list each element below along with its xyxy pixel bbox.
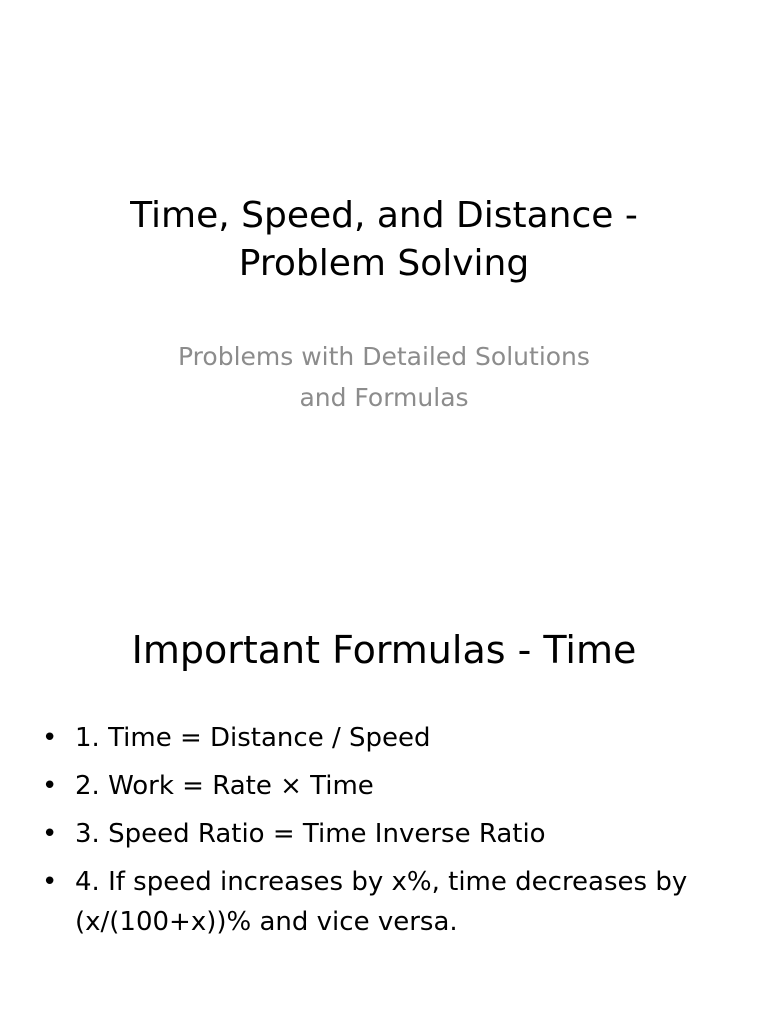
list-item-text: 2. Work = Rate × Time: [75, 771, 374, 801]
list-item: [40, 862, 730, 942]
slide-subtitle: [100, 336, 668, 418]
section-title: Important Formulas - Time: [131, 628, 637, 672]
slide-title: [60, 192, 708, 288]
list-item-text: 3. Speed Ratio = Time Inverse Ratio: [75, 819, 546, 849]
formulas-slide: [0, 576, 768, 1024]
list-item-text: 4. If speed increases by x%, time decreases by (x/(100+x))% and vice versa.: [75, 867, 688, 937]
slide-title-line-2: Problem Solving: [238, 243, 530, 284]
list-item: [40, 766, 730, 806]
slide-subtitle-line-2: and Formulas: [299, 383, 469, 412]
list-item: [40, 718, 730, 758]
slide-subtitle-line-1: Problems with Detailed Solutions: [178, 342, 590, 371]
list-item-text: 1. Time = Distance / Speed: [75, 723, 431, 753]
list-item: [40, 814, 730, 854]
bullet-icon: •: [42, 819, 58, 849]
bullet-icon: •: [42, 723, 58, 753]
formula-list: [40, 718, 730, 950]
bullet-icon: •: [42, 867, 58, 897]
bullet-icon: •: [42, 771, 58, 801]
slide-title-line-1: Time, Speed, and Distance -: [130, 195, 638, 236]
